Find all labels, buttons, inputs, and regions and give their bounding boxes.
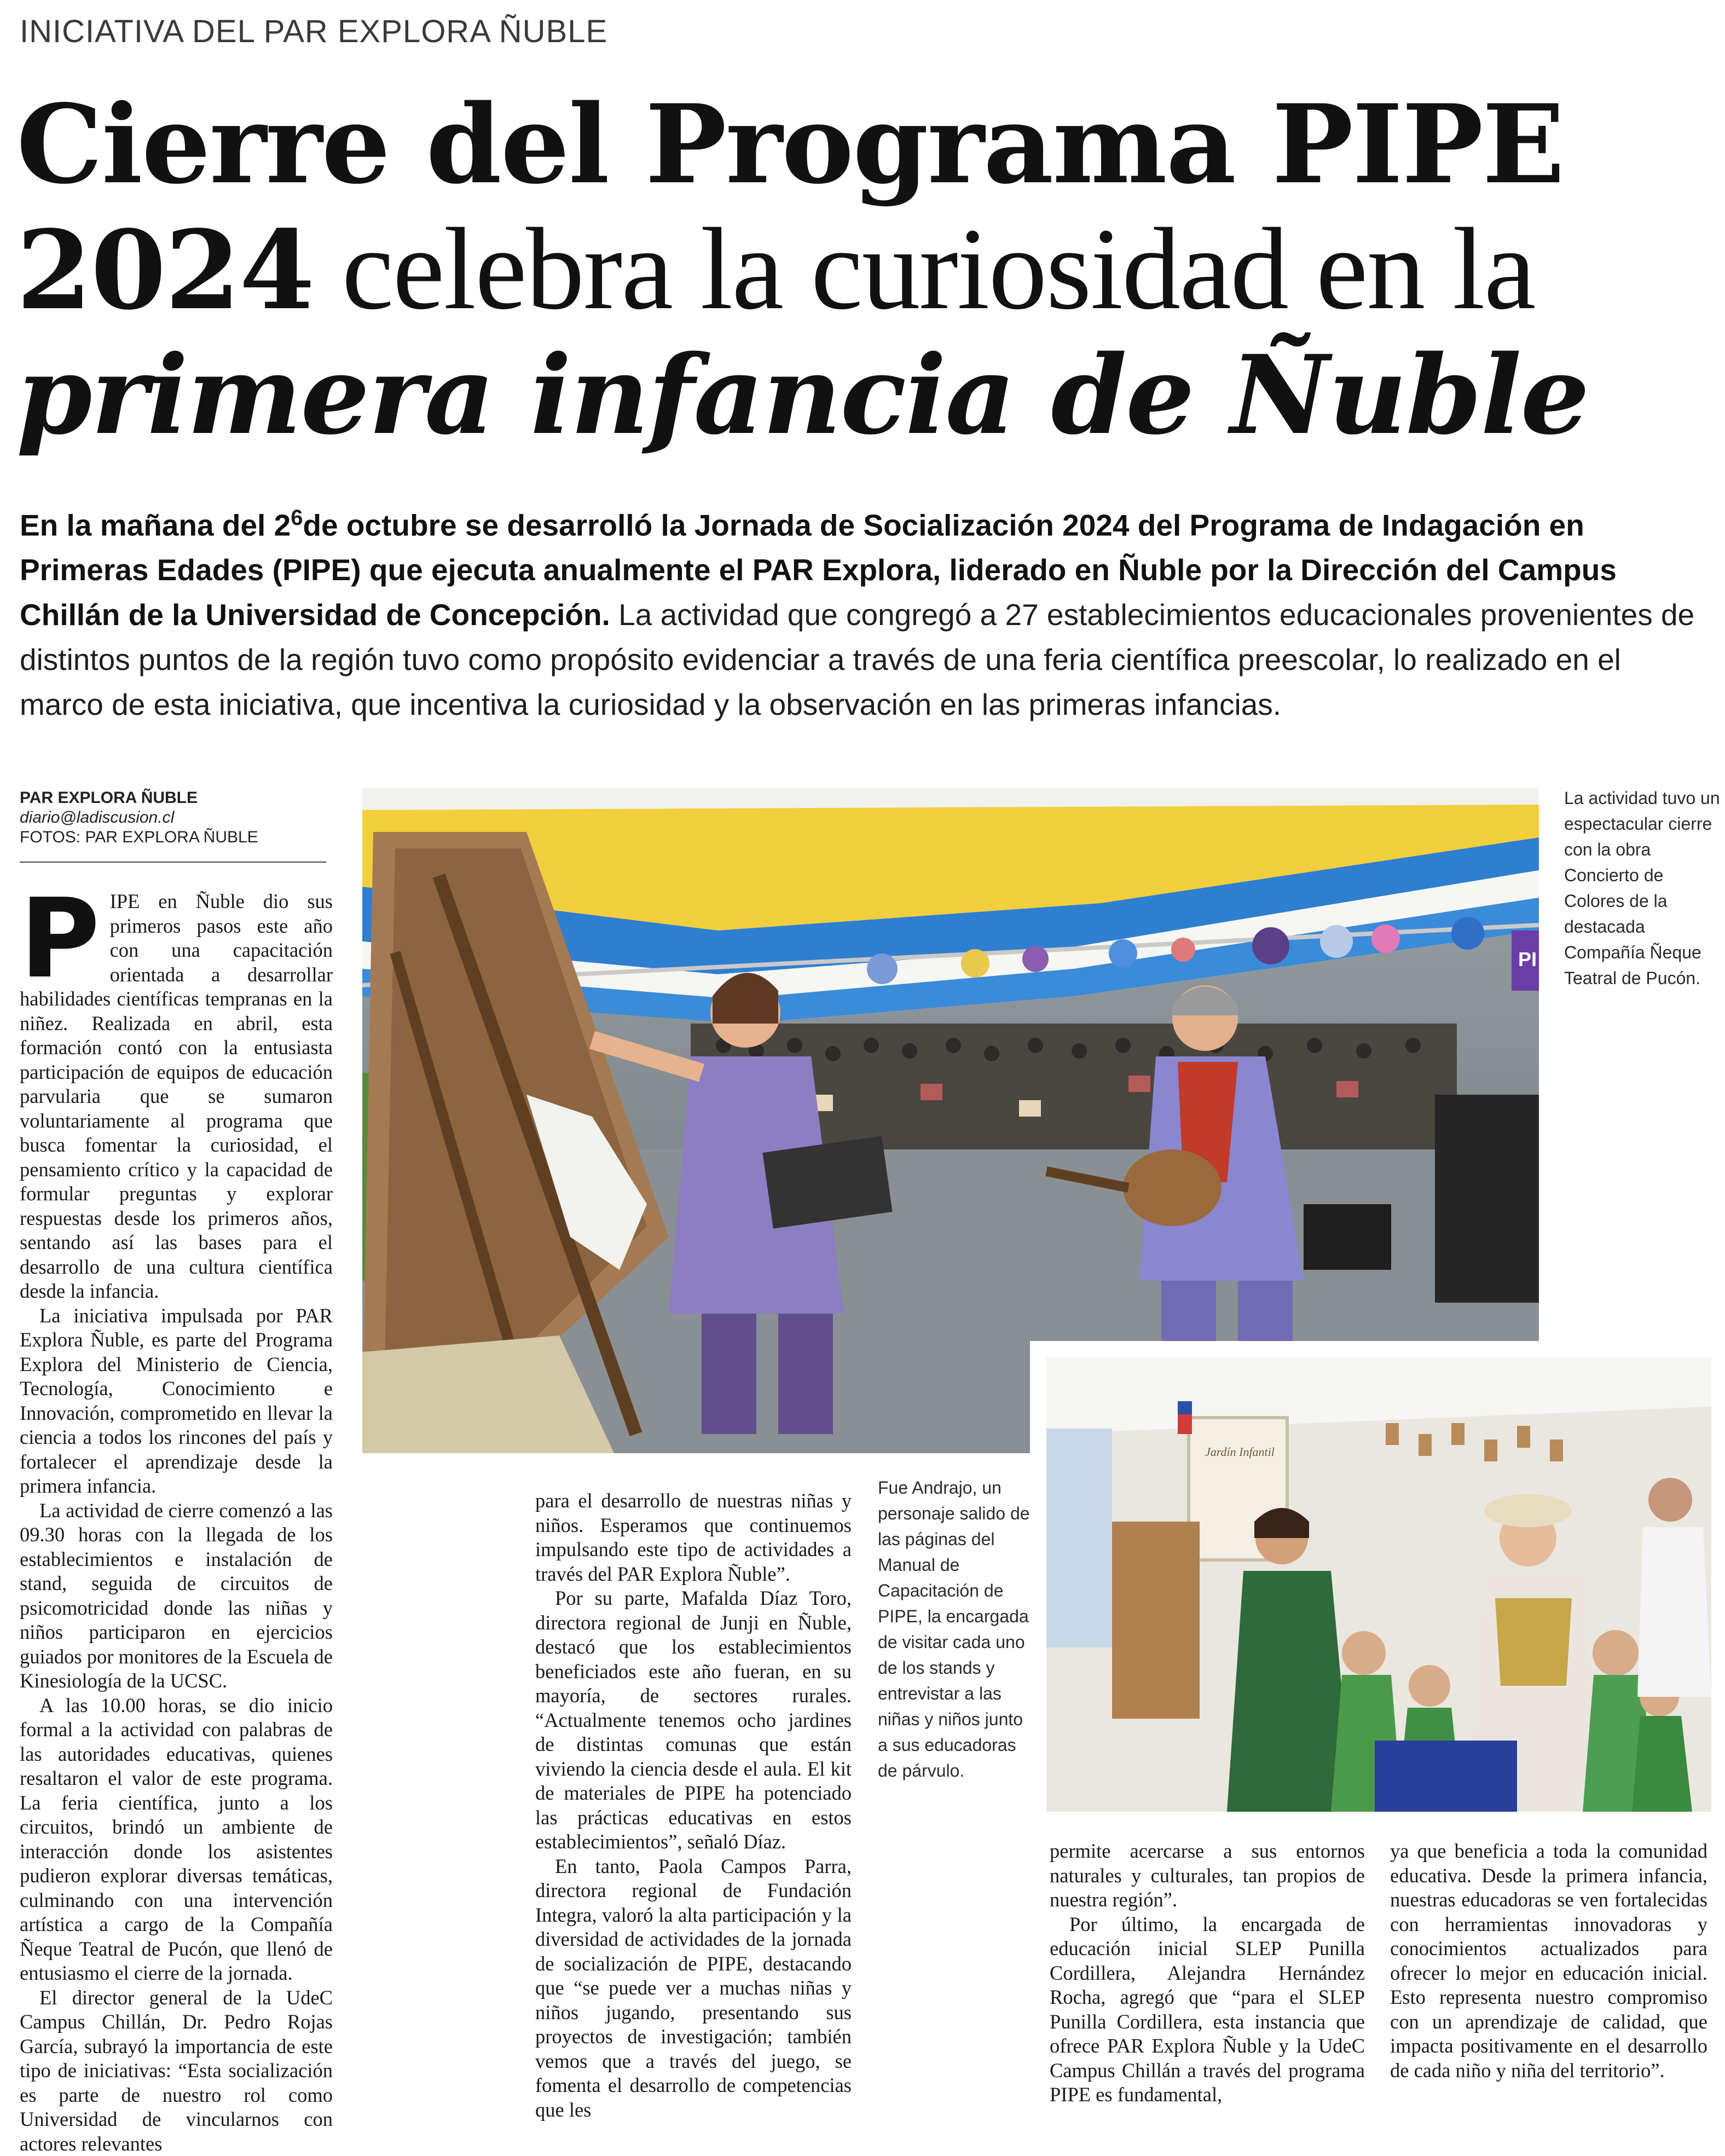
- speaker-stack: [1435, 1095, 1539, 1303]
- lede-bold-sup: 6: [291, 506, 303, 530]
- stand-sign-text: Jardín Infantil: [1205, 1445, 1275, 1459]
- caption-andrajo: Fue Andrajo, un personaje salido de las páginas del Manual de Capacitación de PIPE, la encargada de visitar cada uno de los stands y entrevistar a las niñas y niños junto a sus educadoras de párvulo.: [878, 1475, 1031, 1784]
- byline-author: PAR EXPLORA ÑUBLE: [20, 788, 326, 808]
- article-column-3: [1050, 1839, 1365, 2107]
- article-column-4: [1390, 1839, 1707, 2083]
- lede-paragraph: [20, 495, 1711, 727]
- caption-concert: La actividad tuvo un espectacular cierre con la obra Concierto de Colores de la destacada Compañía Ñeque Teatral de Pucón.: [1564, 785, 1723, 991]
- article-column-2: [535, 1489, 852, 2122]
- byline-email: diario@ladiscusion.cl: [20, 808, 326, 828]
- lede-bold-a: En la mañana del 2: [20, 508, 291, 542]
- headline-line-2: celebra la curiosidad en la: [314, 204, 1535, 334]
- banner-text: PI: [1518, 948, 1537, 970]
- section-kicker: INICIATIVA DEL PAR EXPLORA ÑUBLE: [20, 13, 607, 50]
- paragraph-5: El director general de la UdeC Campus Chillán, Dr. Pedro Rojas García, subrayó la importancia de este tipo de iniciativas: “Esta socialización es parte de nuestro rol como Universidad de vincularnos con actores relevantes: [20, 1986, 333, 2156]
- paragraph-7: Por su parte, Mafalda Díaz Toro, directora regional de Junji en Ñuble, destacó que los establecimientos beneficiados este año fueran, en su mayoría, de sectores rurales. “Actualmente tenemos ocho jardines de distintas comunas que están viviendo la ciencia desde el aula. El kit de materiales de PIPE ha potenciado las prácticas educativas en estos establecimientos”, señaló Díaz.: [535, 1586, 852, 1854]
- headline-line-1: Cierre del Programa PIPE: [16, 80, 1564, 208]
- paragraph-8: En tanto, Paola Campos Parra, directora regional de Fundación Integra, valoró la alta participación y la diversidad de actividades de la jornada de socialización de PIPE, destacando que “se puede ver a muchas niñas y niños jugando, presentando sus proyectos de investigación; también vemos que a través del juego, se fomenta el desarrollo de competencias que les: [535, 1854, 852, 2123]
- lede-regular: La actividad que congregó a 27 establecimientos educacionales provenientes de distintos puntos de la región tuvo como propósito evidenciar a través de una feria científica preescolar, lo realizado en el marco de esta iniciativa, que incentiva la curiosidad y la observación en las primeras infancias.: [20, 598, 1694, 721]
- headline: [16, 82, 1713, 458]
- paragraph-11: ya que beneficia a toda la comunidad educativa. Desde la primera infancia, nuestras educadoras se ven fortalecidas con herramientas innovadoras y conocimientos actualizados para ofrecer lo mejor en educación inicial. Esto representa nuestro compromiso con un aprendizaje de calidad, que impacta positivamente en el desarrollo de cada niño y niña del territorio”.: [1390, 1839, 1707, 2083]
- byline-photo-credit: FOTOS: PAR EXPLORA ÑUBLE: [20, 828, 326, 847]
- dropcap: P: [20, 893, 100, 986]
- byline: [20, 788, 326, 863]
- headline-line-3: primera infancia de Ñuble: [16, 331, 1589, 459]
- stand-photo: [1046, 1357, 1711, 1812]
- speaker: [1304, 1204, 1391, 1270]
- stand-photo-illustration: [1046, 1357, 1711, 1812]
- paragraph-6: para el desarrollo de nuestras niñas y niños. Esperamos que continuemos impulsando este tipo de actividades a través del PAR Explora Ñuble”.: [535, 1489, 852, 1586]
- wooden-shelf: [1112, 1522, 1200, 1719]
- stand-table: [1375, 1741, 1517, 1812]
- paragraph-4: A las 10.00 horas, se dio inicio formal a la actividad con palabras de las autoridades educativas, quienes resaltaron el valor de este programa. La feria científica, junto a los circuitos, brindó un ambiente de interacción donde los asistentes pudieron explorar diversas temáticas, culminando con una intervención artística a cargo de la Compañía Ñeque Teatral de Pucón, que llenó de entusiasmo el cierre de la jornada.: [20, 1693, 333, 1986]
- lede-bold-b: de octubre se desarrolló la Jornada de Socialización 2024 del Programa de Indagación en Primeras Edades (PIPE) que ejecuta anualmente el PAR Explora, liderado en Ñuble por la Dirección del Campus Chillán de la Universidad de Concepción.: [20, 508, 1617, 632]
- paragraph-10: Por último, la encargada de educación inicial SLEP Punilla Cordillera, Alejandra Hernández Rocha, agregó que “para el SLEP Punilla Cordillera, esta instancia que ofrece PAR Explora Ñuble y la UdeC Campus Chillán a través del programa PIPE es fundamental,: [1050, 1912, 1365, 2107]
- paragraph-1: IPE en Ñuble dio sus primeros pasos este año con una capacitación orientada a desarrollar habilidades científicas tempranas en la niñez. Realizada en abril, esta formación contó con la entusiasta participación de equipos de educación parvularia que se sumaron voluntariamente al programa que busca fomentar la curiosidad, el pensamiento crítico y la capacidad de formular preguntas y explorar respuestas desde los primeros años, sentando así las bases para el desarrollo de una cultura científica desde la infancia.: [20, 889, 333, 1304]
- headline-year: 2024: [16, 206, 314, 334]
- paragraph-2: La iniciativa impulsada por PAR Explora Ñuble, es parte del Programa Explora del Ministerio de Ciencia, Tecnología, Conocimiento e Innovación, comprometido en llevar la ciencia a todos los rincones del país y fortalecer el aprendizaje desde la primera infancia.: [20, 1304, 333, 1499]
- article-column-1: [20, 889, 333, 2156]
- paragraph-9: permite acercarse a sus entornos naturales y culturales, tan propios de nuestra región”.: [1050, 1839, 1365, 1912]
- paragraph-3: La actividad de cierre comenzó a las 09.30 horas con la llegada de los establecimientos e instalación de stand, seguida de circuitos de psicomotricidad donde las niñas y niños participaron en ejercicios guiados por monitores de la Escuela de Kinesiología de la UCSC.: [20, 1499, 333, 1693]
